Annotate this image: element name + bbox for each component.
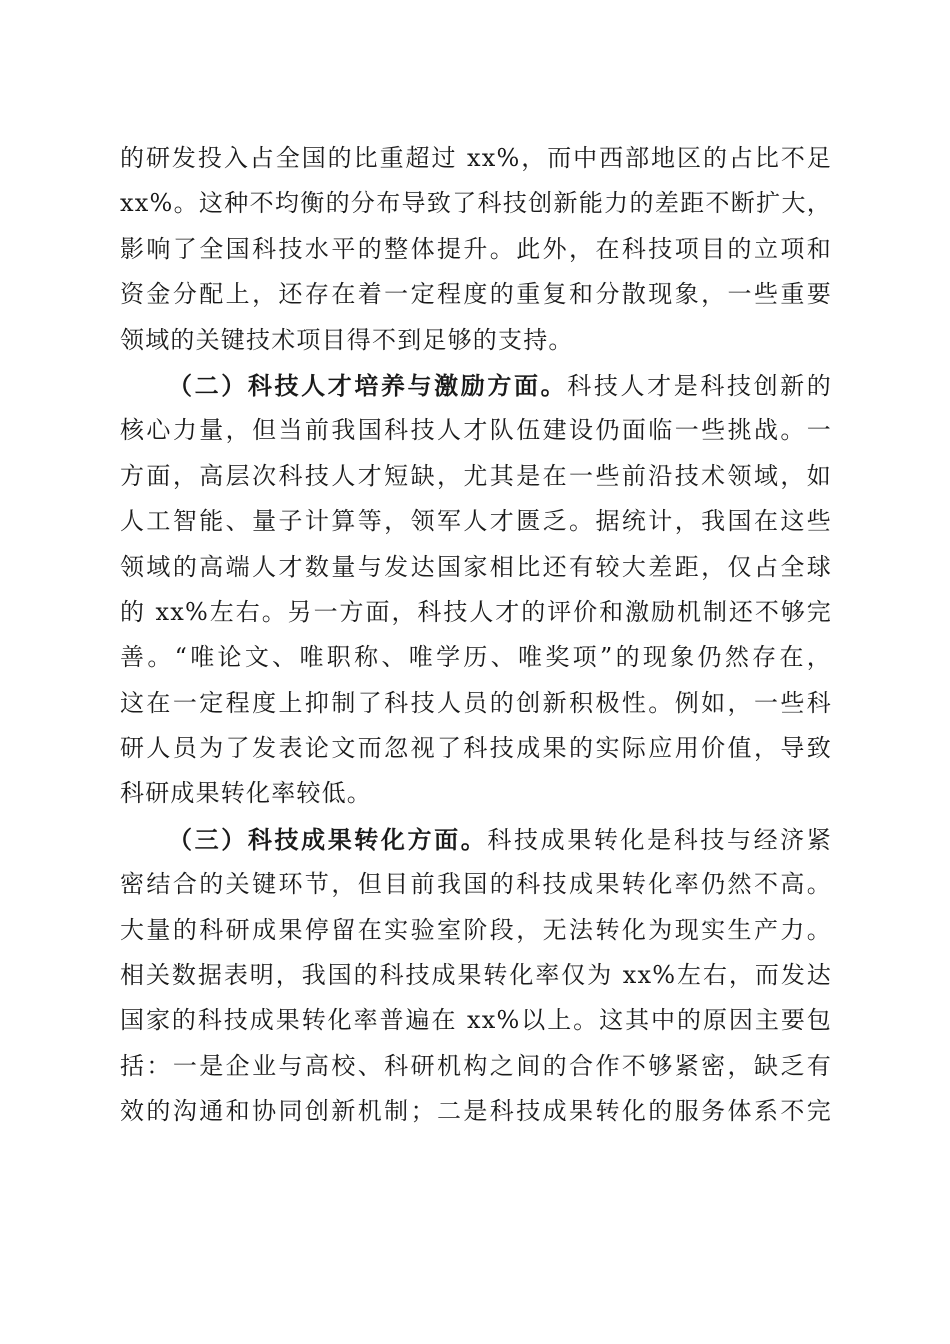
text-line: 效的沟通和协同创新机制；二是科技成果转化的服务体系不完 bbox=[120, 1097, 832, 1126]
text-line: 资金分配上，还存在着一定程度的重复和分散现象，一些重要 bbox=[120, 280, 832, 309]
text-line: 这在一定程度上抑制了科技人员的创新积极性。例如，一些科 bbox=[120, 688, 832, 717]
paragraph-3 bbox=[120, 817, 832, 1135]
text-line: 大量的科研成果停留在实验室阶段，无法转化为现实生产力。 bbox=[120, 915, 832, 944]
text-run: 科技人才是科技创新的 bbox=[567, 371, 832, 400]
text-line: 人工智能、量子计算等，领军人才匮乏。据统计，我国在这些 bbox=[120, 507, 832, 536]
text-line: 密结合的关键环节，但目前我国的科技成果转化率仍然不高。 bbox=[120, 870, 832, 899]
document-body bbox=[120, 136, 832, 1135]
text-line: 善。“唯论文、唯职称、唯学历、唯奖项”的现象仍然存在， bbox=[120, 643, 832, 672]
text-line: xx%。这种不均衡的分布导致了科技创新能力的差距不断扩大， bbox=[120, 189, 832, 218]
paragraph-2 bbox=[120, 363, 832, 817]
text-line: 领域的高端人才数量与发达国家相比还有较大差距，仅占全球 bbox=[120, 552, 832, 581]
section-heading: （二）科技人才培养与激励方面。 bbox=[168, 370, 568, 400]
text-line: 国家的科技成果转化率普遍在 xx%以上。这其中的原因主要包 bbox=[120, 1006, 832, 1035]
text-line: 影响了全国科技水平的整体提升。此外，在科技项目的立项和 bbox=[120, 234, 832, 263]
paragraph-1 bbox=[120, 136, 832, 363]
text-line: 研人员为了发表论文而忽视了科技成果的实际应用价值，导致 bbox=[120, 734, 832, 763]
text-line: 括：一是企业与高校、科研机构之间的合作不够紧密，缺乏有 bbox=[120, 1051, 832, 1080]
text-line: 领域的关键技术项目得不到足够的支持。 bbox=[120, 325, 574, 354]
paragraph-first-line bbox=[120, 817, 832, 862]
paragraph-first-line bbox=[120, 363, 832, 408]
text-line: 的研发投入占全国的比重超过 xx%，而中西部地区的占比不足 bbox=[120, 144, 832, 172]
text-line: 的 xx%左右。另一方面，科技人才的评价和激励机制还不够完 bbox=[120, 597, 832, 626]
text-line: 科研成果转化率较低。 bbox=[120, 779, 372, 808]
section-heading: （三）科技成果转化方面。 bbox=[168, 824, 488, 854]
text-line: 核心力量，但当前我国科技人才队伍建设仍面临一些挑战。一 bbox=[120, 416, 832, 445]
text-run: 科技成果转化是科技与经济紧 bbox=[487, 825, 832, 854]
text-line: 相关数据表明，我国的科技成果转化率仅为 xx%左右，而发达 bbox=[120, 961, 832, 990]
text-line: 方面，高层次科技人才短缺，尤其是在一些前沿技术领域，如 bbox=[120, 461, 832, 490]
